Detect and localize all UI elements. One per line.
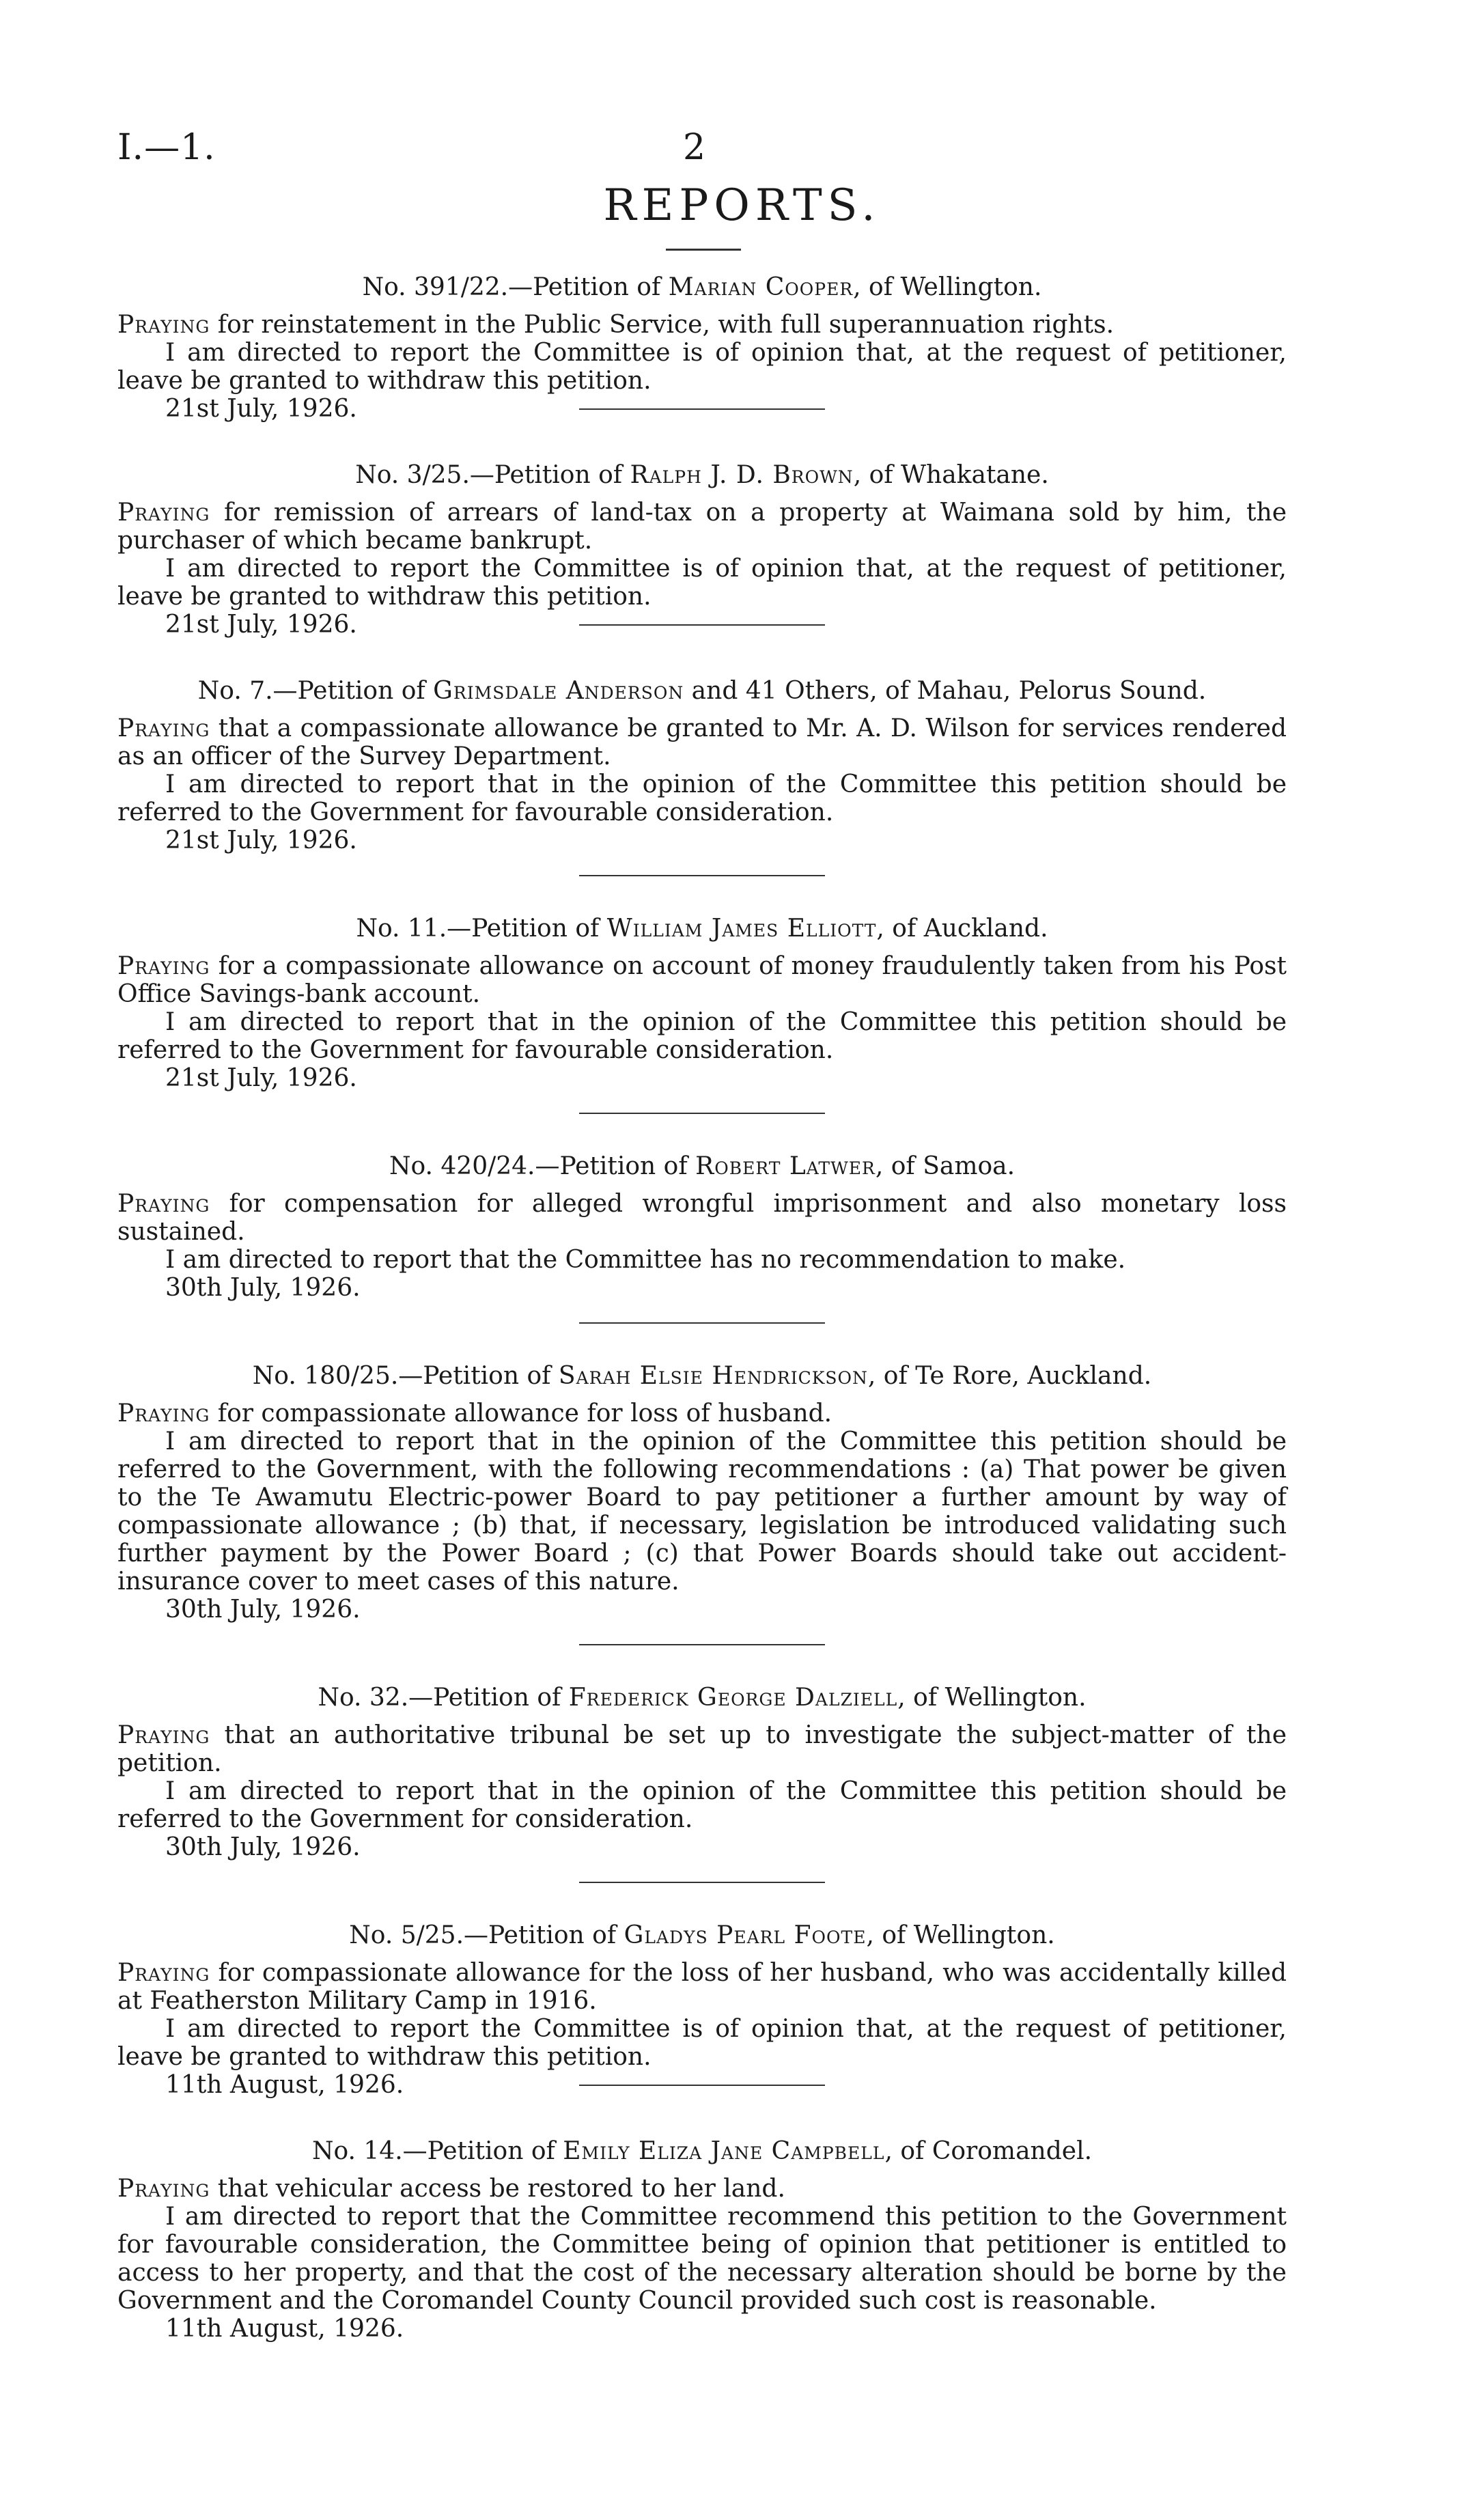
separator-rule: [579, 875, 825, 876]
petition-number: No. 32.—Petition of: [318, 1684, 569, 1712]
page-reference: I.—1.: [117, 127, 216, 168]
petition-heading: [117, 273, 1287, 301]
petition-heading: [117, 2137, 1287, 2165]
report-paragraph: I am directed to report the Committee is of opinion that, at the request of petitioner, leave be granted to withdraw this petition.: [117, 339, 1287, 395]
petitions-list: [117, 273, 1287, 2381]
petitioner-place: and 41 Others, of Mahau, Pelorus Sound.: [684, 677, 1207, 705]
petitioner-name: Marian Cooper: [668, 273, 854, 301]
report-paragraph: I am directed to report the Committee is of opinion that, at the request of petitioner, leave be granted to withdraw this petition.: [117, 2015, 1287, 2071]
separator-rule: [579, 2085, 825, 2086]
separator-rule: [579, 408, 825, 410]
report-date: 30th July, 1926.: [165, 1274, 361, 1302]
petition-number: No. 11.—Petition of: [356, 915, 607, 943]
praying-text: for compassionate allowance for the loss of her husband, who was accidentally killed at Featherston Military Camp in 1916.: [117, 1959, 1287, 2015]
petition-entry: [117, 1362, 1287, 1645]
petitioner-place: , of Wellington.: [897, 1684, 1087, 1712]
petitioner-name: Ralph J. D. Brown: [630, 461, 854, 489]
report-paragraph: I am directed to report that the Committee has no recommendation to make.: [165, 1246, 1126, 1274]
petitioner-name: Frederick George Dalziell: [568, 1684, 898, 1712]
petitioner-name: Emily Eliza Jane Campbell: [563, 2137, 885, 2165]
praying-word: Praying: [117, 714, 210, 742]
petition-number: No. 391/22.—Petition of: [362, 273, 669, 301]
petition-entry: [117, 1152, 1287, 1324]
praying-text: for compassionate allowance for loss of husband.: [210, 1399, 832, 1427]
report-date: 30th July, 1926.: [165, 1596, 361, 1624]
date-line: [117, 2071, 1287, 2099]
date-line: [117, 1833, 1287, 1861]
date-line: [117, 1064, 1287, 1092]
praying-word: Praying: [117, 1399, 210, 1427]
petitioner-place: , of Auckland.: [876, 915, 1048, 943]
petition-entry: [117, 1921, 1287, 2099]
report-paragraph: I am directed to report that in the opinion of the Committee this petition should be referred to the Government for consideration.: [117, 1777, 1287, 1833]
petitioner-name: Robert Latwer: [695, 1152, 876, 1180]
petitioner-name: Gladys Pearl Foote: [624, 1921, 867, 1949]
praying-text: for reinstatement in the Public Service, with full superannuation rights.: [210, 311, 1115, 339]
praying-paragraph: [117, 1399, 1287, 1427]
report-paragraph: I am directed to report that the Committee recommend this petition to the Government for favourable consideration, the Committee being of opinion that petitioner is entitled to access to her property, and that the cost of the necessary alteration should be borne by the Government and the Coromandel County Council provided such cost is reasonable.: [117, 2203, 1287, 2315]
praying-word: Praying: [117, 311, 210, 339]
petition-heading: [117, 1921, 1287, 1949]
petition-number: No. 7.—Petition of: [197, 677, 434, 705]
petition-number: No. 5/25.—Petition of: [349, 1921, 624, 1949]
report-paragraph: I am directed to report the Committee is of opinion that, at the request of petitioner, leave be granted to withdraw this petition.: [117, 555, 1287, 611]
petition-number: No. 3/25.—Petition of: [355, 461, 630, 489]
petitioner-place: , of Te Rore, Auckland.: [867, 1362, 1152, 1390]
petitioner-name: William James Elliott: [606, 915, 877, 943]
praying-text: for compensation for alleged wrongful imprisonment and also monetary loss sustained.: [117, 1190, 1287, 1246]
report-paragraph: I am directed to report that in the opinion of the Committee this petition should be referred to the Government for favourable consideration.: [117, 1008, 1287, 1064]
petition-entry: [117, 2137, 1287, 2343]
report-date: 30th July, 1926.: [165, 1833, 361, 1861]
separator-rule: [579, 1644, 825, 1645]
praying-paragraph: [117, 1959, 1287, 2015]
report-date: 21st July, 1926.: [165, 611, 357, 639]
praying-text: that a compassionate allowance be granted to Mr. A. D. Wilson for services rendered as an officer of the Survey Department.: [117, 714, 1287, 770]
petition-heading: [117, 461, 1287, 489]
praying-paragraph: [117, 499, 1287, 555]
praying-word: Praying: [117, 1190, 210, 1218]
praying-word: Praying: [117, 2175, 210, 2203]
report-paragraph: I am directed to report that in the opinion of the Committee this petition should be referred to the Government, with the following recommendations : (a) That power be given to the Te Awamutu Electric-power Board to pay petitioner a further amount by way of compassionate allowance ; (b) that, if necessary, legislation be introduced validating such further payment by the Power Board ; (c) that Power Boards should take out accident-insurance cover to meet cases of this nature.: [117, 1427, 1287, 1596]
report-date: 21st July, 1926.: [165, 826, 357, 854]
praying-paragraph: [117, 952, 1287, 1008]
praying-paragraph: [117, 311, 1287, 339]
petition-entry: [117, 677, 1287, 876]
page-title: REPORTS.: [603, 180, 881, 231]
title-rule: [666, 249, 741, 251]
separator-rule: [579, 1113, 825, 1114]
date-line: [117, 1274, 1287, 1302]
petition-number: No. 420/24.—Petition of: [389, 1152, 696, 1180]
petitioner-name: Grimsdale Anderson: [433, 677, 684, 705]
praying-word: Praying: [117, 1959, 210, 1987]
date-line: [117, 395, 1287, 423]
praying-word: Praying: [117, 499, 210, 527]
petitioner-place: , of Samoa.: [875, 1152, 1016, 1180]
report-date: 21st July, 1926.: [165, 395, 357, 423]
praying-paragraph: [117, 714, 1287, 770]
praying-paragraph: [117, 2175, 1287, 2203]
petition-heading: [117, 1362, 1287, 1390]
petition-number: No. 14.—Petition of: [311, 2137, 563, 2165]
petitioner-place: , of Coromandel.: [884, 2137, 1093, 2165]
date-line: [117, 1596, 1287, 1624]
report-date: 11th August, 1926.: [165, 2315, 404, 2343]
praying-text: for remission of arrears of land-tax on a property at Waimana sold by him, the purchaser of which became bankrupt.: [117, 499, 1287, 555]
petition-entry: [117, 461, 1287, 639]
petition-heading: [117, 677, 1287, 705]
separator-rule: [579, 1322, 825, 1324]
praying-text: for a compassionate allowance on account of money fraudulently taken from his Post Office Savings-bank account.: [117, 952, 1287, 1008]
petition-heading: [117, 915, 1287, 943]
petition-number: No. 180/25.—Petition of: [252, 1362, 559, 1390]
petition-heading: [117, 1684, 1287, 1712]
praying-word: Praying: [117, 1721, 210, 1749]
praying-paragraph: [117, 1190, 1287, 1246]
report-paragraph: I am directed to report that in the opinion of the Committee this petition should be referred to the Government for favourable consideration.: [117, 770, 1287, 826]
date-line: [117, 2315, 1287, 2343]
petition-entry: [117, 273, 1287, 423]
praying-word: Praying: [117, 952, 210, 980]
petitioner-place: , of Whakatane.: [853, 461, 1049, 489]
date-line: [117, 611, 1287, 639]
petition-entry: [117, 915, 1287, 1114]
petitioner-place: , of Wellington.: [866, 1921, 1055, 1949]
petition-heading: [117, 1152, 1287, 1180]
petitioner-name: Sarah Elsie Hendrickson: [558, 1362, 868, 1390]
separator-rule: [579, 1882, 825, 1883]
petition-entry: [117, 1684, 1287, 1883]
separator-rule: [579, 624, 825, 626]
report-date: 11th August, 1926.: [165, 2071, 404, 2099]
page-number: 2: [683, 127, 706, 168]
petitioner-place: , of Wellington.: [853, 273, 1042, 301]
date-line: [117, 826, 1287, 854]
report-date: 21st July, 1926.: [165, 1064, 357, 1092]
praying-text: that an authoritative tribunal be set up to investigate the subject-matter of the petition.: [117, 1721, 1287, 1777]
praying-paragraph: [117, 1721, 1287, 1777]
praying-text: that vehicular access be restored to her land.: [210, 2175, 785, 2203]
